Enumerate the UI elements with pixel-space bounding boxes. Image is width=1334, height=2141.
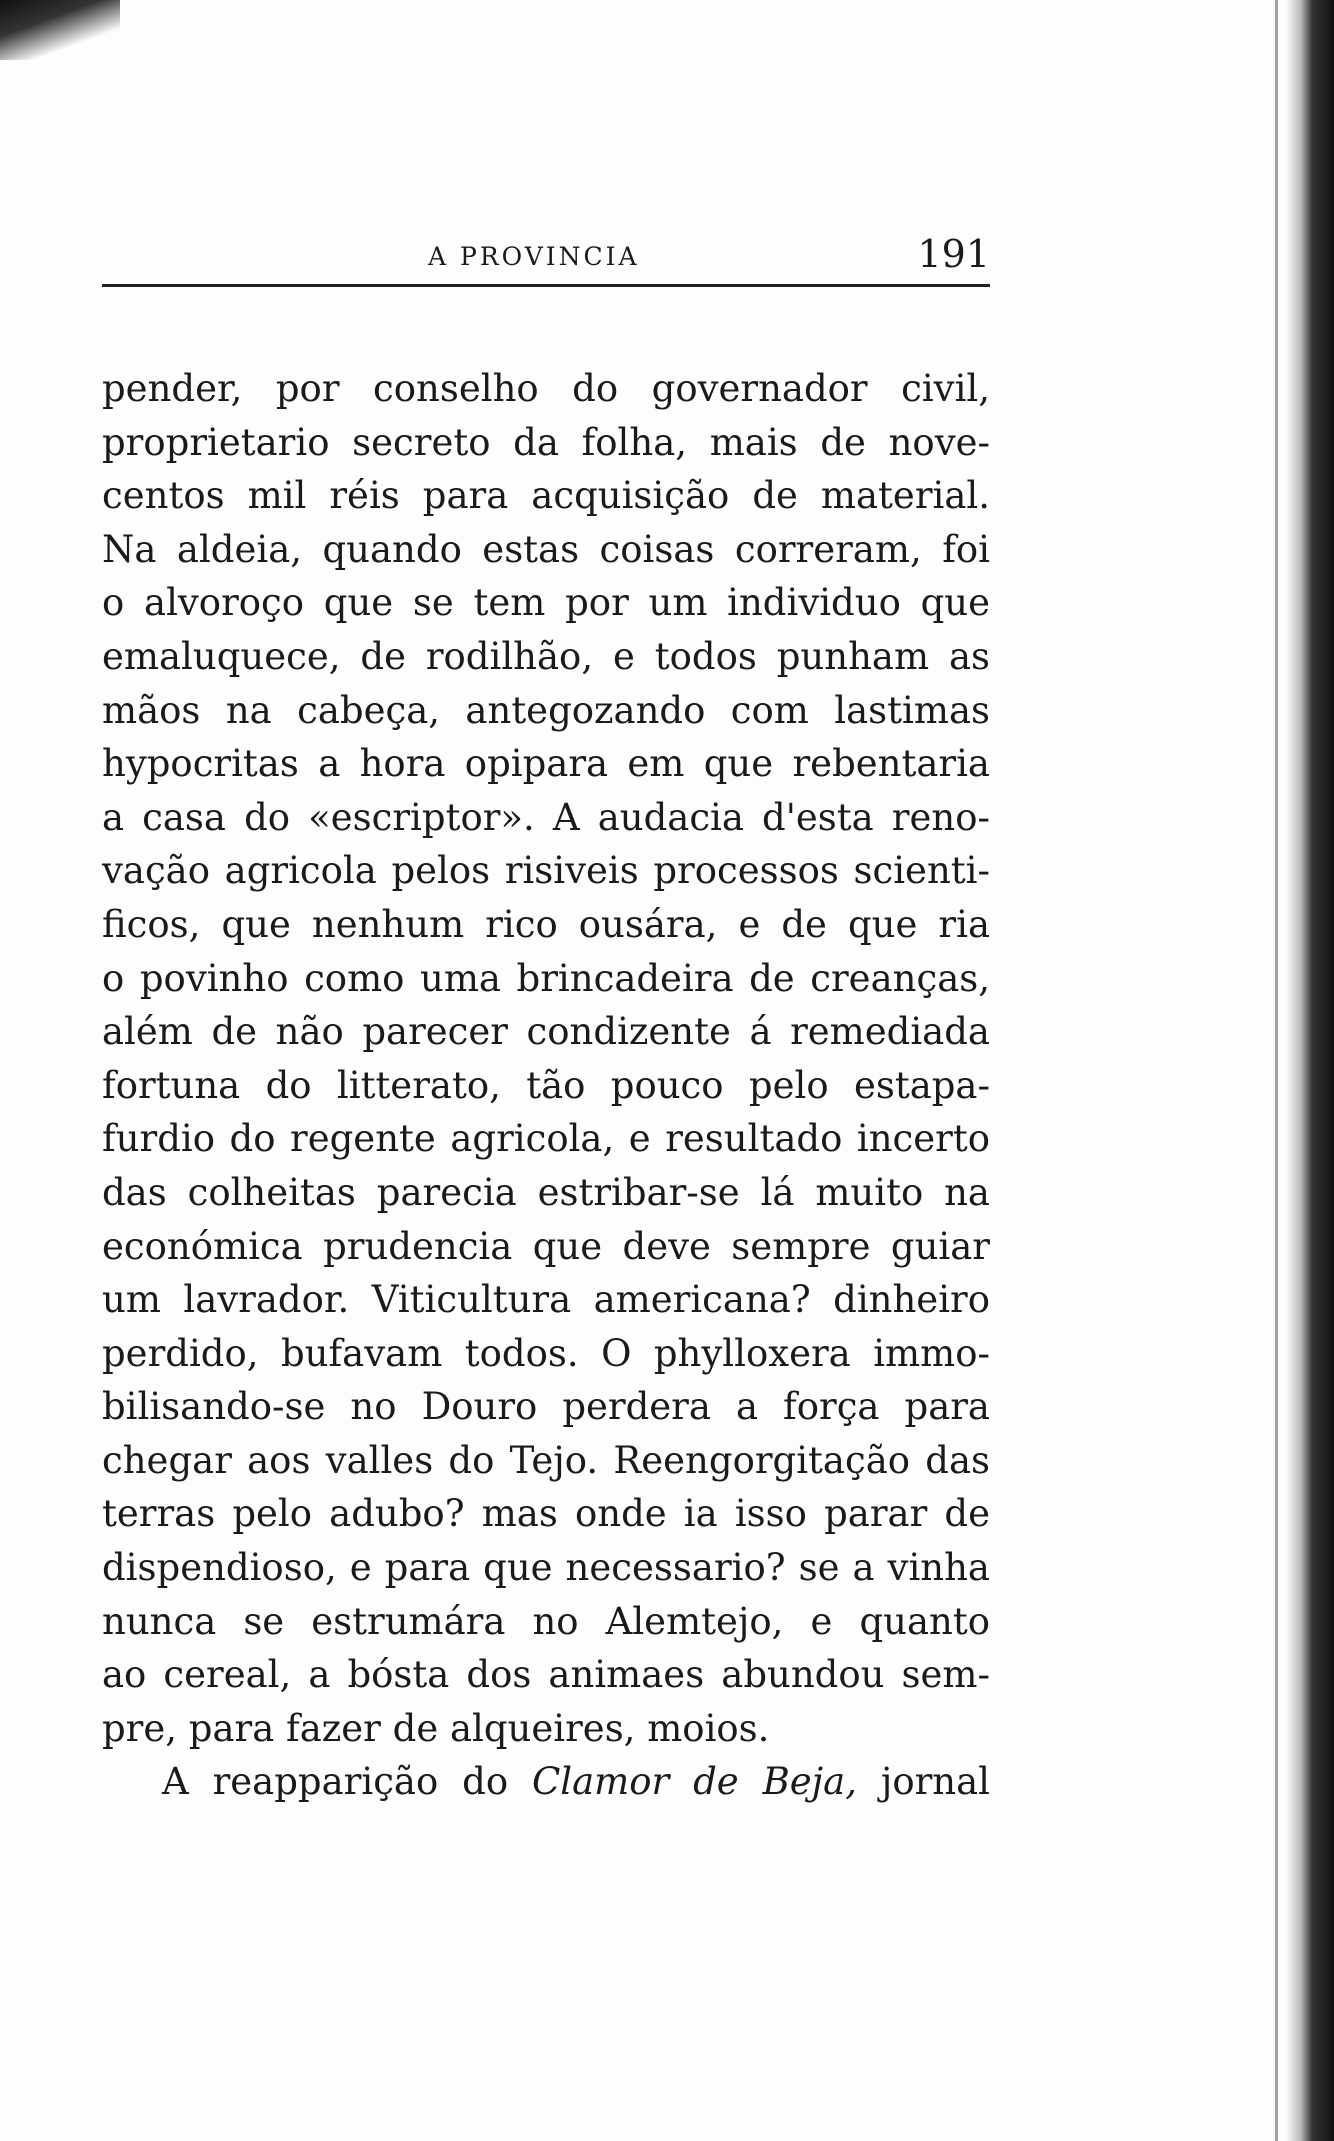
text-line: hypocritas a hora opipara em que rebentaria [102,742,990,786]
text-line: além de não parecer condizente á remediada [102,1010,990,1054]
scan-shadow-right [1286,0,1334,2141]
body-text [102,362,990,1809]
newspaper-title: Clamor de Beja, [531,1760,857,1804]
text-line: terras pelo adubo? mas onde ia isso parar de [102,1492,990,1536]
text-line: vação agricola pelos risiveis processos scienti- [102,849,990,893]
line-text: jornal [856,1760,991,1804]
text-line: centos mil réis para acquisição de material. [102,474,990,518]
line-text: A reapparição do [162,1760,532,1804]
text-line: furdio do regente agricola, e resultado incerto [102,1117,990,1161]
text-line: bilisando-se no Douro perdera a força para [102,1385,990,1429]
page-number: 191 [917,232,990,276]
paragraph-start-line [102,1755,990,1809]
text-line: dispendioso, e para que necessario? se a vinha [102,1546,990,1590]
text-line: nunca se estrumára no Alemtejo, e quanto [102,1599,990,1643]
text-line: a casa do «escriptor». A audacia d'esta reno- [102,795,990,839]
text-line: mãos na cabeça, antegozando com lastimas [102,688,990,732]
text-line: o povinho como uma brincadeira de creanças, [102,956,990,1000]
text-line: perdido, bufavam todos. O phylloxera immo- [102,1331,990,1375]
text-line: chegar aos valles do Tejo. Reengorgitação das [102,1438,990,1482]
text-line: económica prudencia que deve sempre guiar [102,1224,990,1268]
text-line: o alvoroço que se tem por um individuo que [102,581,990,625]
paragraph-end-line: pre, para fazer de alqueires, moios. [102,1706,770,1750]
text-line: fortuna do litterato, tão pouco pelo estapa- [102,1063,990,1107]
text-line: ao cereal, a bósta dos animaes abundou sem- [102,1653,990,1697]
text-line: emaluquece, de rodilhão, e todos punham as [102,634,990,678]
scan-margin-line [1275,0,1278,2141]
text-line: pender, por conselho do governador civil, [102,367,990,410]
header-rule [102,284,990,287]
text-line: ficos, que nenhum rico ousára, e de que ria [102,902,990,946]
text-line: das colheitas parecia estribar-se lá muito na [102,1170,990,1214]
text-line: um lavrador. Viticultura americana? dinheiro [102,1278,990,1322]
text-line: proprietario secreto da folha, mais de nove- [102,420,990,464]
text-line: Na aldeia, quando estas coisas correram, foi [102,527,990,571]
page-header [102,232,990,282]
scan-shadow-top-left [0,0,120,60]
running-title: A PROVINCIA [428,242,640,271]
